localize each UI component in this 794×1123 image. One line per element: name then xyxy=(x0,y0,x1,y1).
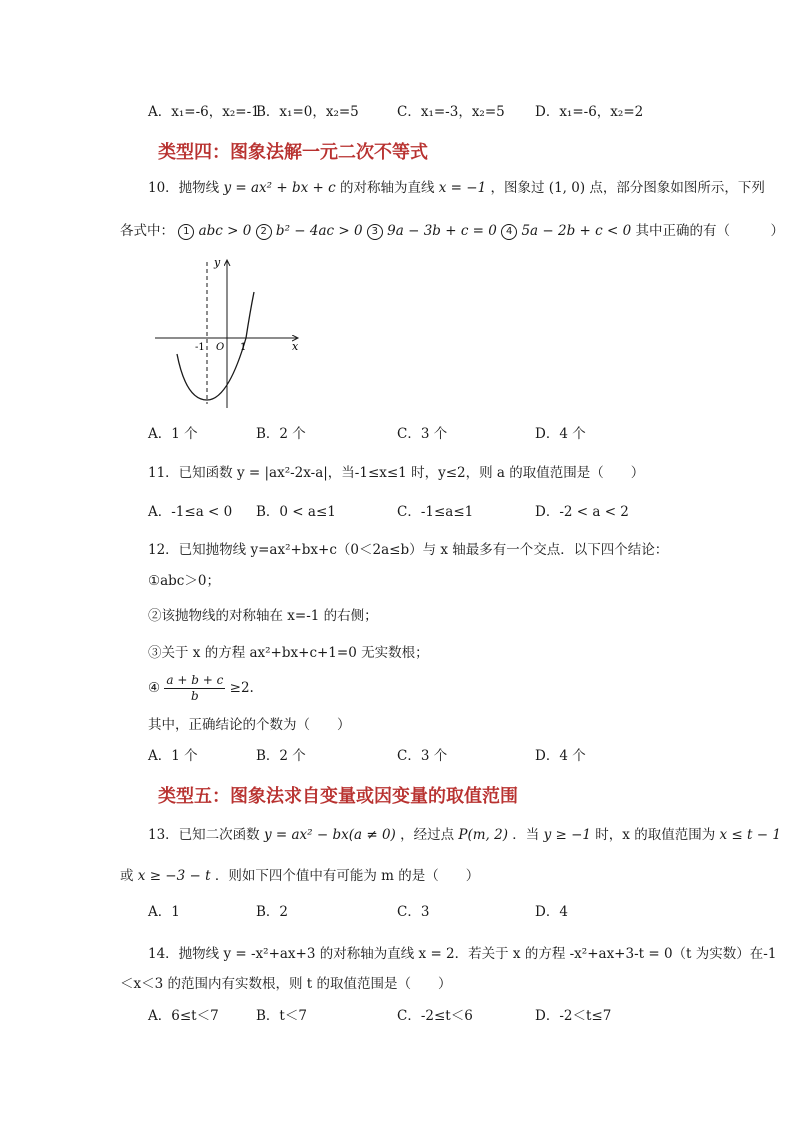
q13-line1-b: ，经过点 xyxy=(400,827,455,843)
q10-option-a: A．1 个 xyxy=(148,426,198,442)
q13-option-b: B．2 xyxy=(256,904,289,920)
q12-conclusion-1: ①abc＞0； xyxy=(148,573,220,589)
q14-option-b: B．t＜7 xyxy=(256,1008,307,1024)
q12-c4-suffix: ≥2. xyxy=(229,680,254,696)
q10-parabola-graph xyxy=(150,252,310,414)
q13-option-c: C．3 xyxy=(397,904,430,920)
y-axis-label: y xyxy=(214,256,221,269)
q10-line2 xyxy=(120,222,784,240)
q10-option-d: D．4 个 xyxy=(535,426,586,442)
q12-fraction-numerator: a + b + c xyxy=(166,673,224,687)
q9-option-d: D．x₁=-6，x₂=2 xyxy=(535,104,644,120)
q13-formula: y = ax² − bx(a ≠ 0) xyxy=(263,827,396,843)
q10-point: (1, 0) xyxy=(548,180,586,196)
q12-option-c: C．3 个 xyxy=(397,748,448,764)
q9-option-c: C．x₁=-3，x₂=5 xyxy=(397,104,505,120)
q13-option-d: D．4 xyxy=(535,904,568,920)
q13-option-a: A．1 xyxy=(148,904,180,920)
q10-line1-a: 10．抛物线 xyxy=(148,180,220,196)
circle-2-icon: 2 xyxy=(256,224,272,240)
q13-condition: y ≥ −1 xyxy=(543,827,591,843)
q10-option-c: C．3 个 xyxy=(397,426,448,442)
q14-option-d: D．-2＜t≤7 xyxy=(535,1008,612,1024)
q13-point: P(m, 2) xyxy=(458,827,508,843)
q10-line2-a: 各式中： xyxy=(120,223,174,239)
q13-line1 xyxy=(148,826,781,844)
origin-label: O xyxy=(216,342,225,353)
q12-fraction-denominator: b xyxy=(191,689,199,703)
q10-statement-3: 9a − 3b + c = 0 xyxy=(387,223,497,239)
x-axis-label: x xyxy=(292,340,299,353)
q12-option-b: B．2 个 xyxy=(256,748,306,764)
q11-option-b: B．0 < a≤1 xyxy=(256,504,336,520)
q12-option-a: A．1 个 xyxy=(148,748,198,764)
q13-range-2: x ≥ −3 − t xyxy=(137,868,211,884)
q10-line1 xyxy=(148,179,765,197)
tick-label-neg1: -1 xyxy=(195,342,205,353)
q12-fraction xyxy=(164,673,225,704)
q12-option-d: D．4 个 xyxy=(535,748,586,764)
q11-option-c: C．-1≤a≤1 xyxy=(397,504,474,520)
q13-line2-a: 或 xyxy=(120,868,134,884)
q13-line2-b: ．则如下四个值中有可能为 m 的是（ ） xyxy=(214,868,480,884)
q12-c4-prefix: ④ xyxy=(148,680,161,696)
q10-line1-b: 的对称轴为直线 xyxy=(339,180,435,196)
q14-option-a: A．6≤t＜7 xyxy=(148,1008,219,1024)
circle-3-icon: 3 xyxy=(367,224,383,240)
q12-conclusion-3: ③关于 x 的方程 ax²+bx+c+1=0 无实数根； xyxy=(148,645,429,661)
q10-line1-c: ，图象过 xyxy=(490,180,545,196)
q10-statement-1: abc > 0 xyxy=(198,223,252,239)
q10-formula: y = ax² + bx + c xyxy=(223,180,336,196)
q14-option-c: C．-2≤t＜6 xyxy=(397,1008,473,1024)
tick-label-1: 1 xyxy=(240,342,247,353)
q10-statement-2: b² − 4ac > 0 xyxy=(275,223,363,239)
q10-line1-d: 点，部分图象如图所示，下列 xyxy=(589,180,765,196)
circle-1-icon: 1 xyxy=(178,224,194,240)
q12-text: 12．已知抛物线 y=ax²+bx+c（0＜2a≤b）与 x 轴最多有一个交点．以下四个结论： xyxy=(148,542,669,558)
q11-option-a: A．-1≤a < 0 xyxy=(148,504,233,520)
q12-question: 其中，正确结论的个数为（ ） xyxy=(148,717,351,733)
q13-line1-d: 时，x 的取值范围为 xyxy=(595,827,716,843)
q13-line2 xyxy=(120,867,479,885)
q10-statement-4: 5a − 2b + c < 0 xyxy=(521,223,632,239)
q12-conclusion-2: ②该抛物线的对称轴在 x=-1 的右侧； xyxy=(148,608,378,624)
q10-option-b: B．2 个 xyxy=(256,426,306,442)
q12-conclusion-4 xyxy=(148,673,254,704)
q10-line2-b: 其中正确的有（ ） xyxy=(635,223,784,239)
q13-line1-a: 13．已知二次函数 xyxy=(148,827,260,843)
q11-option-d: D．-2 < a < 2 xyxy=(535,504,629,520)
circle-4-icon: 4 xyxy=(501,224,517,240)
q13-range-1: x ≤ t − 1 xyxy=(719,827,781,843)
q11-text: 11．已知函数 y = |ax²-2x-a|，当-1≤x≤1 时，y≤2，则 a 的取值范围是（ ） xyxy=(148,465,645,481)
q14-line1: 14．抛物线 y = -x²+ax+3 的对称轴为直线 x = 2．若关于 x 的方程 -x²+ax+3-t = 0（t 为实数）在-1 xyxy=(148,946,777,962)
section-heading-type5: 类型五：图象法求自变量或因变量的取值范围 xyxy=(158,786,518,807)
q9-option-a: A．x₁=-6，x₂=-1 xyxy=(148,104,260,120)
q9-option-b: B．x₁=0，x₂=5 xyxy=(256,104,359,120)
q10-axis: x = −1 xyxy=(438,180,487,196)
section-heading-type4: 类型四：图象法解一元二次不等式 xyxy=(158,142,428,163)
q13-line1-c: ．当 xyxy=(512,827,540,843)
q14-line2: ＜x＜3 的范围内有实数根，则 t 的取值范围是（ ） xyxy=(120,976,452,992)
